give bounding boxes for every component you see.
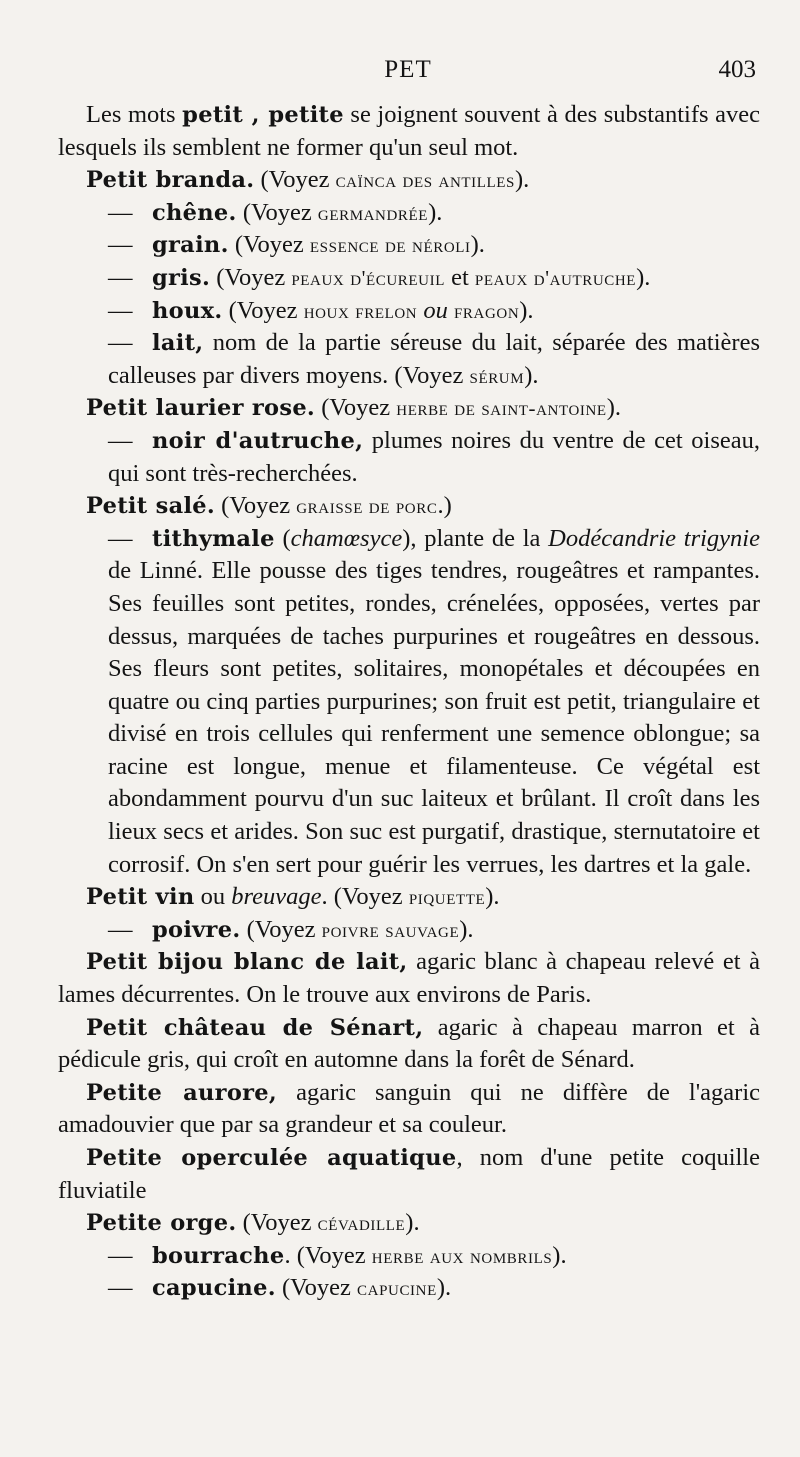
entry-text: (Voyez	[236, 198, 318, 226]
entry-text: (Voyez	[210, 263, 292, 291]
ditto-dash: —	[108, 426, 133, 454]
entry-text: ou	[194, 883, 232, 911]
cross-reference: sérum	[469, 363, 525, 388]
cross-reference: graisse de porc	[296, 494, 438, 519]
ditto-dash: —	[108, 263, 133, 291]
entry-text: ).	[636, 263, 651, 291]
ditto-dash: —	[108, 915, 133, 943]
italic-text: Dodécandrie trigynie	[548, 524, 760, 552]
headword: Petite operculée aquatique	[86, 1145, 457, 1171]
headword: petit , petite	[182, 102, 344, 128]
entry-chene	[58, 197, 760, 230]
entry-text: (Voyez	[254, 166, 336, 194]
entry-text: ).	[470, 231, 485, 259]
ditto-dash: —	[108, 231, 133, 259]
headword: chêne.	[152, 199, 237, 226]
cross-reference: herbe aux nombrils	[371, 1243, 553, 1268]
entry-text: (Voyez	[222, 296, 304, 324]
dictionary-text	[58, 99, 760, 1305]
entry-grain	[58, 229, 760, 262]
headword: poivre.	[152, 916, 241, 943]
ditto-dash: —	[108, 524, 133, 552]
entry-text: .)	[437, 492, 452, 520]
headword: tithymale	[152, 525, 275, 552]
headword: Petit vin	[86, 884, 195, 911]
entry-text: ).	[428, 198, 443, 226]
headword: Petit laurier rose.	[86, 395, 316, 422]
headword: Petit salé.	[86, 493, 216, 520]
entry-text: de Linné. Elle pousse des tiges tendres, rougeâtres et rampantes. Ses feuilles sont petites, rondes, crénelées, opposées, vertes par dessus, marquées de taches purpurines et rougeâtres en dessous. Ses fleurs sont petites, solitaires, monopétales et découpées en quatre ou cinq parties purpurines; son fruit est petit, triangulaire et divisé en trois cellules qui renferment une semence oblongue; sa racine est longue, menue et filamenteuse. Ce végétal est abondamment pourvu d'un suc laiteux et brûlant. Il croît dans les lieux secs et arides. Son suc est purgatif, drastique, sternutatoire et corrosif. On s'en sert pour guérir les verrues, les dartres et la gale.	[108, 557, 760, 878]
cross-reference: peaux d'autruche	[474, 265, 637, 290]
page-header	[58, 56, 758, 96]
entry-petit-sale	[58, 490, 760, 523]
headword: grain.	[152, 232, 229, 259]
ditto-dash: —	[108, 329, 133, 357]
entry-petit-vin	[58, 881, 760, 914]
entry-text: ).	[485, 883, 500, 911]
entry-text: ).	[514, 166, 530, 194]
entry-text: (Voyez	[236, 1209, 318, 1237]
running-head: PET	[384, 56, 432, 83]
headword: Petit branda.	[86, 167, 255, 194]
entry-text: et	[444, 263, 475, 291]
entry-text: Les mots	[86, 101, 183, 128]
entry-petit-laurier-rose	[58, 392, 760, 425]
entry-lait	[58, 327, 760, 392]
entry-capucine	[58, 1272, 760, 1305]
entry-text: ).	[606, 394, 621, 422]
entry-bourrache	[58, 1240, 760, 1273]
ditto-dash: —	[108, 296, 133, 324]
entry-petit-bijou	[58, 946, 760, 1011]
entry-petite-orge	[58, 1207, 760, 1240]
entry-text: ).	[459, 915, 474, 943]
italic-text: ou	[423, 296, 448, 324]
entry-text: ).	[519, 296, 534, 324]
entry-petit-branda	[58, 164, 760, 197]
entry-text: (Voyez	[228, 231, 310, 259]
cross-reference: piquette	[408, 885, 486, 910]
entry-poivre	[58, 914, 760, 947]
cross-reference: fragon	[453, 298, 520, 323]
entry-petit-chateau	[58, 1012, 760, 1077]
entry-tithymale	[58, 523, 760, 882]
headword: lait,	[152, 330, 204, 357]
cross-reference: germandrée	[317, 200, 429, 225]
headword: noir d'autruche,	[152, 427, 364, 454]
entry-text: ).	[405, 1209, 420, 1237]
headword: capucine.	[152, 1275, 276, 1302]
entry-text: (Voyez	[275, 1274, 358, 1302]
entry-text: , nom d'une petite coquille fluviatile	[58, 1144, 760, 1204]
cross-reference: cévadille	[317, 1211, 406, 1236]
entry-text: ).	[436, 1274, 452, 1302]
headword: Petit château de Sénart,	[86, 1014, 424, 1041]
entry-text: plumes noires du ventre de cet oiseau, qui sont très-recherchées.	[108, 426, 760, 487]
headword: Petite orge.	[86, 1210, 237, 1237]
italic-text: chamœsyce	[290, 524, 403, 552]
entry-text: (Voyez	[315, 394, 397, 422]
cross-reference: caïnca des antilles	[335, 168, 515, 193]
entry-text: . (Voyez	[284, 1241, 372, 1269]
headword: Petite aurore,	[86, 1079, 278, 1106]
entry-text: agaric blanc à chapeau relevé et à lames décurrentes. On le trouve aux environs de Paris.	[58, 948, 760, 1009]
headword: bourrache	[152, 1242, 285, 1269]
headword: Petit bijou blanc de lait,	[86, 949, 408, 976]
entry-text: nom de la partie séreuse du lait, séparée des matières calleuses par divers moyens. (Voyez	[108, 329, 760, 389]
entry-text: ).	[524, 361, 539, 389]
entry-text: (	[274, 524, 291, 552]
cross-reference: capucine	[357, 1276, 437, 1301]
entry-text: . (Voyez	[321, 883, 409, 911]
entry-text: ).	[552, 1241, 567, 1269]
entry-text: (Voyez	[240, 915, 322, 943]
italic-text: breuvage	[231, 883, 322, 911]
ditto-dash: —	[108, 198, 133, 226]
entry-houx	[58, 295, 760, 328]
page-number: 403	[718, 56, 756, 83]
headword: houx.	[152, 297, 223, 324]
entry-petite-aurore	[58, 1077, 760, 1142]
entry-intro	[58, 99, 760, 164]
ditto-dash: —	[108, 1274, 133, 1302]
entry-text: ), plante de la	[402, 524, 549, 552]
entry-text: se joignent souvent à des substantifs avec lesquels ils semblent ne former qu'un seul mot.	[58, 101, 760, 161]
cross-reference: essence de néroli	[309, 233, 471, 258]
entry-text: agaric sanguin qui ne diffère de l'agaric amadouvier que par sa grandeur et sa couleur.	[58, 1078, 760, 1139]
cross-reference: herbe de saint-antoine	[396, 396, 607, 421]
cross-reference: houx frelon	[303, 298, 418, 323]
entry-text: (Voyez	[215, 492, 297, 520]
entry-noir-autruche	[58, 425, 760, 490]
entry-petite-operculee	[58, 1142, 760, 1207]
cross-reference: peaux d'écureuil	[291, 265, 445, 290]
entry-text: agaric à chapeau marron et à pédicule gris, qui croît en automne dans la forêt de Sénard.	[58, 1013, 761, 1074]
entry-gris	[58, 262, 760, 295]
headword: gris.	[152, 264, 211, 291]
cross-reference: poivre sauvage	[321, 917, 460, 942]
ditto-dash: —	[108, 1241, 133, 1269]
